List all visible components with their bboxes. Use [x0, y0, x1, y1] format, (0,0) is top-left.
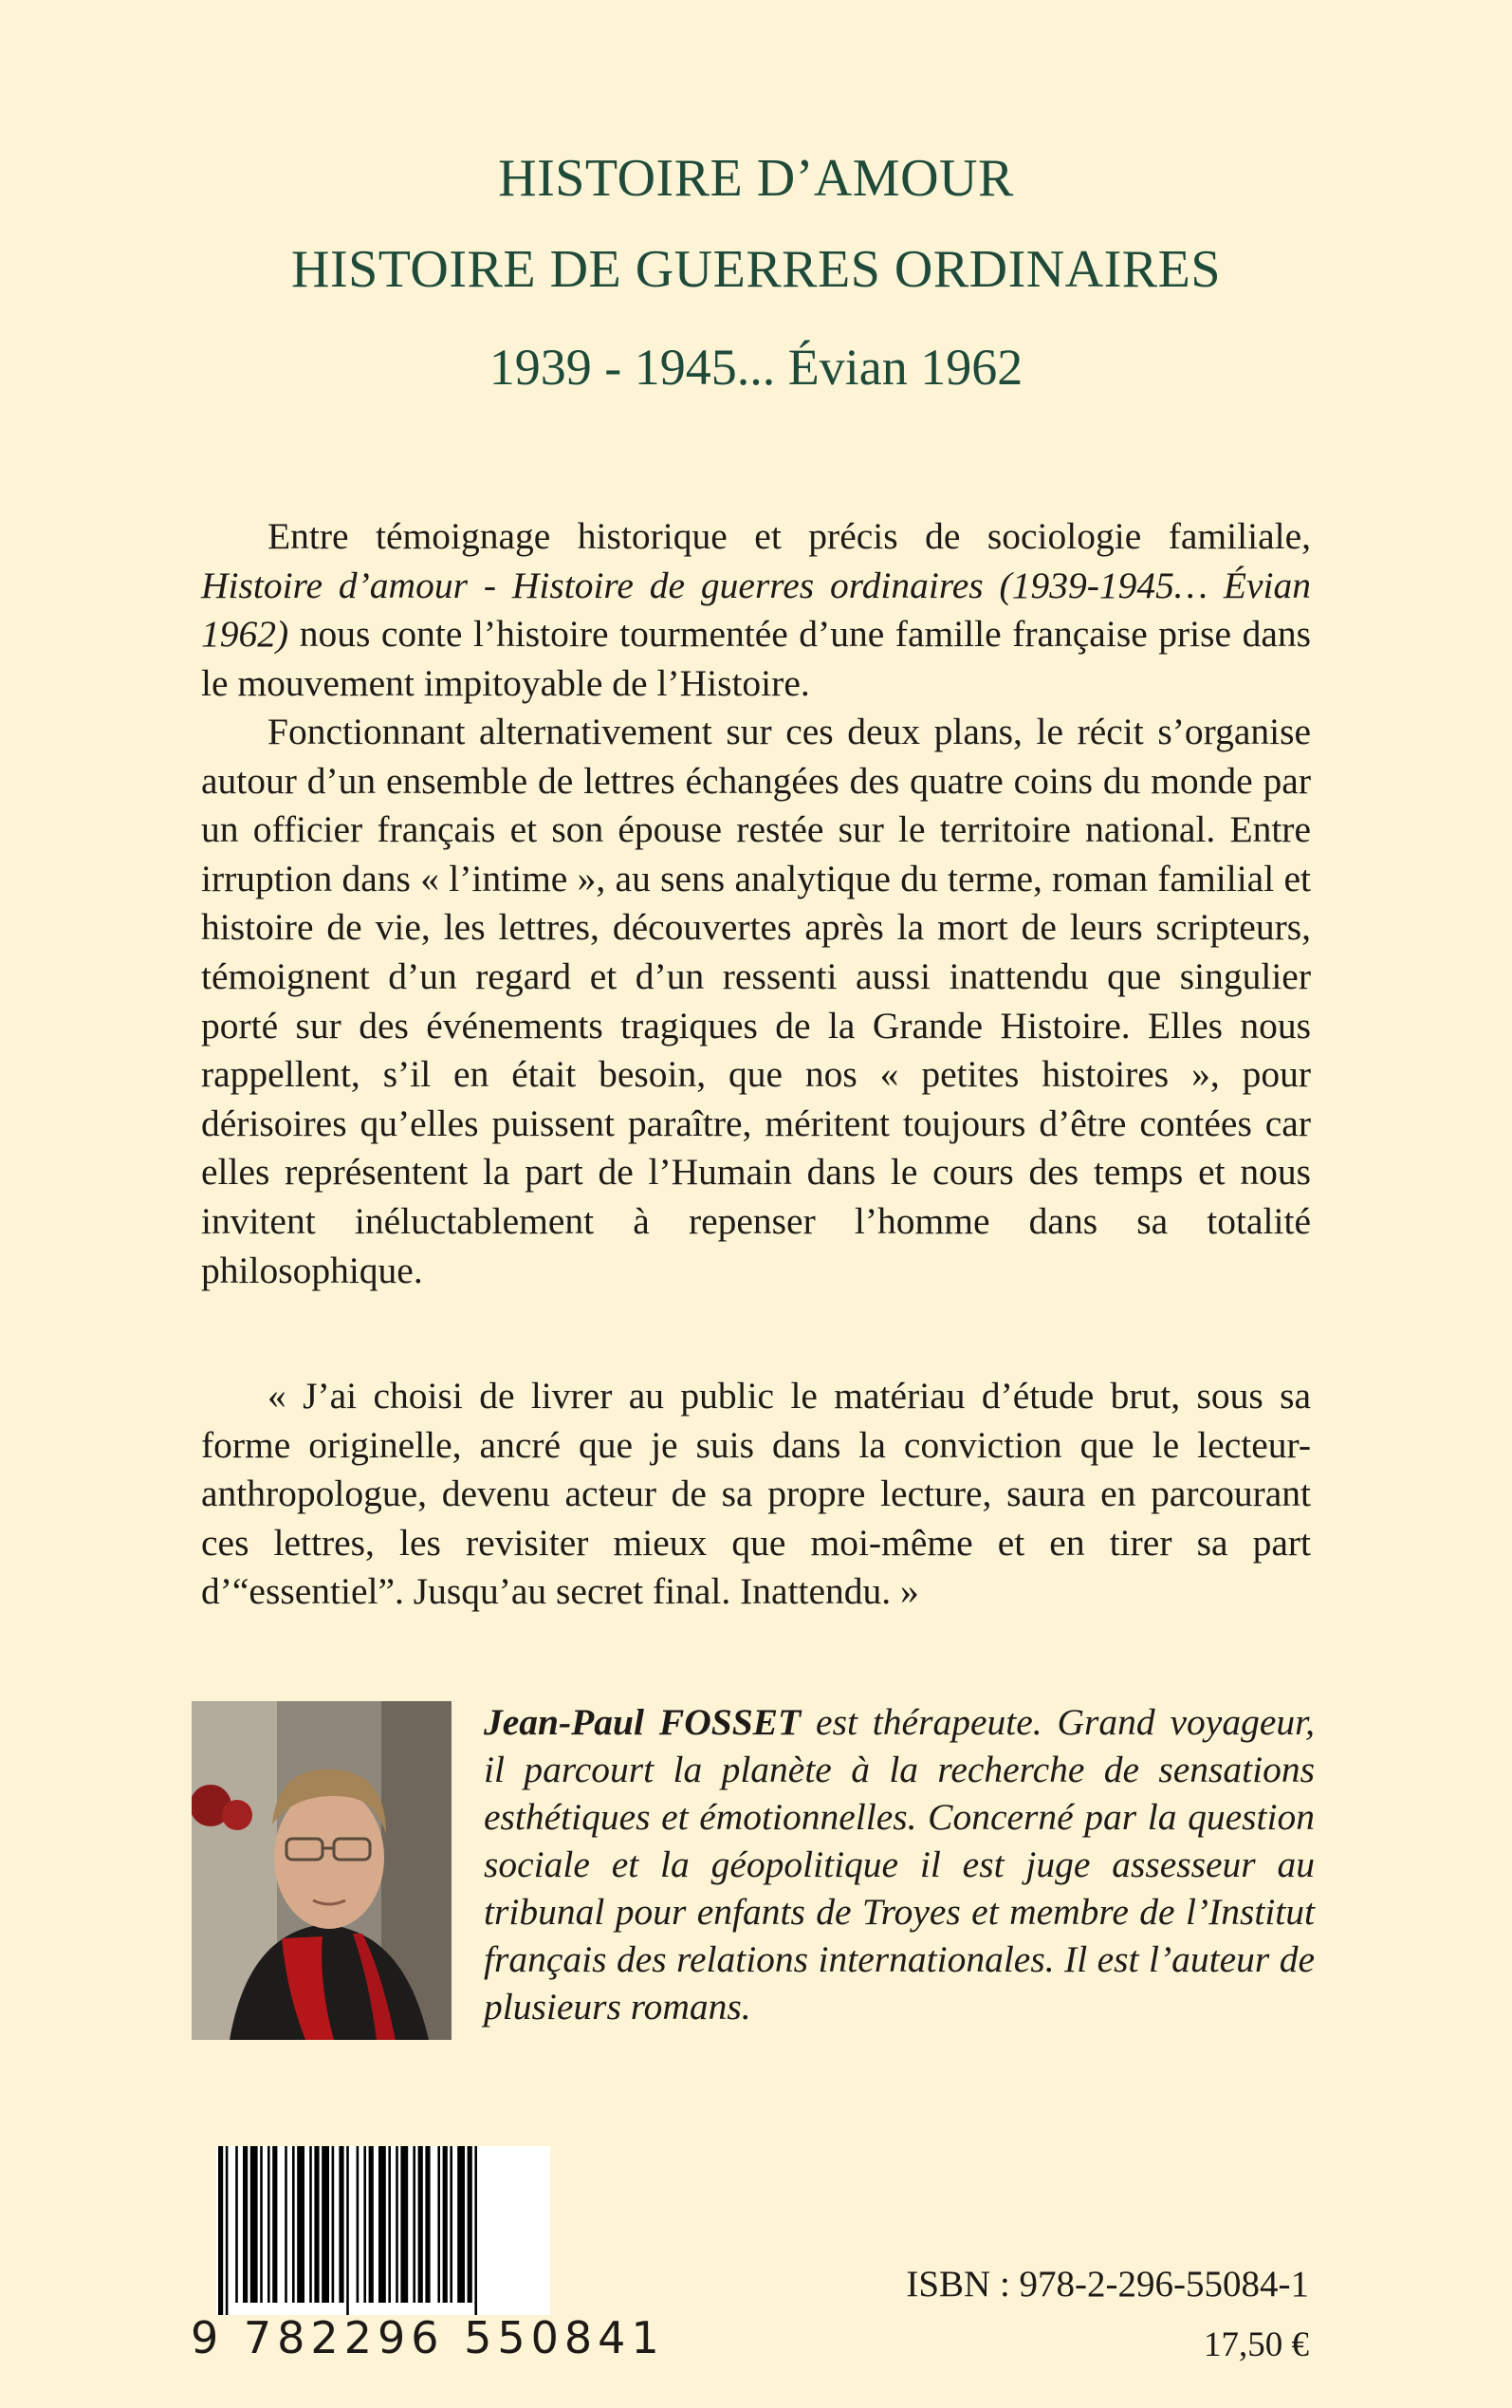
barcode-bar — [369, 2146, 374, 2303]
price: 17,50 € — [1204, 2325, 1309, 2364]
barcode-bar — [235, 2146, 238, 2303]
barcode-bar — [357, 2146, 360, 2303]
barcode-bar — [218, 2146, 223, 2315]
barcode-bar — [339, 2146, 343, 2303]
blurb-rest: nous conte l’histoire tourmentée d’une famille française prise dans le mouvement impitoyable de l’Histoire. — [201, 613, 1311, 704]
barcode-bar — [314, 2146, 319, 2303]
barcode-bar — [243, 2146, 248, 2303]
barcode-bar — [425, 2146, 430, 2303]
barcode-bar — [226, 2146, 229, 2315]
barcode-bar — [260, 2146, 263, 2303]
barcode-bar — [443, 2146, 448, 2303]
barcode-bar — [297, 2146, 304, 2303]
barcode-bar — [418, 2146, 423, 2303]
author-portrait-image — [192, 1701, 452, 2040]
barcode-bar — [363, 2146, 366, 2303]
barcode-bar — [400, 2146, 408, 2303]
title-dates: 1939 - 1945... Évian 1962 — [489, 339, 1023, 396]
title-line-2: HISTOIRE DE GUERRES ORDINAIRES — [291, 240, 1221, 299]
barcode-bar — [267, 2146, 270, 2303]
book-title-block — [0, 133, 1512, 400]
barcode-bar — [450, 2146, 452, 2303]
barcode-bar — [285, 2146, 287, 2303]
title-line-1: HISTOIRE D’AMOUR — [498, 149, 1014, 208]
barcode-bar — [322, 2146, 329, 2303]
barcode-bars — [216, 2146, 550, 2315]
barcode-svg — [216, 2146, 550, 2315]
barcode-bar — [468, 2146, 472, 2303]
barcode-bar — [309, 2146, 312, 2303]
barcode-bar — [396, 2146, 398, 2303]
blurb-book-title: Histoire d’amour - Histoire de guerres ordinaires (1939-1945… Évian 1962) — [201, 564, 1311, 656]
author-quote: « J’ai choisi de livrer au public le matériau d’étude brut, sous sa forme originelle, ancré que je suis dans la conviction que le lecteur-anthropologue, devenu acteur de sa propre lecture, saura en parcourant ces lettres, les revisiter mieux que moi-même et en tirer sa part d’“essentiel”. Jusqu’au secret final. Inattendu. » — [201, 1375, 1311, 1613]
blurb-paragraph-2 — [201, 708, 1311, 1295]
barcode-digits: 9 782296 550841 — [191, 2312, 665, 2363]
barcode-bar — [292, 2146, 295, 2303]
barcode-bar — [388, 2146, 391, 2303]
barcode-bar — [346, 2146, 349, 2315]
isbn: ISBN : 978-2-296-55084-1 — [906, 2264, 1309, 2305]
blurb-paragraph-2-text: Fonctionnant alternativement sur ces deux plans, le récit s’organise autour d’un ensemble de lettres échangées des quatre coins du monde par un officier français et son épouse restée sur le territoire national. Entre irruption dans « l’intime », au sens analytique du terme, roman familial et histoire de vie, les lettres, découvertes après la mort de leurs scripteurs, témoignent d’un regard et d’un ressenti aussi inattendu que singulier porté sur des événements tragiques de la Grande Histoire. Elles nous rappellent, s’il en était besoin, que nos « petites histoires », pour dérisoires qu’elles puissent paraître, méritent toujours d’être contées car elles représentent la part de l’Humain dans le cours des temps et nous invitent inéluctablement à repenser l’homme dans sa totalité philosophique. — [201, 711, 1311, 1291]
blurb-lead: Entre témoignage historique et précis de sociologie familiale, — [267, 515, 1311, 557]
barcode-bar — [474, 2146, 477, 2315]
barcode-bar — [332, 2146, 335, 2303]
author-bio — [484, 1698, 1315, 2030]
barcode-bar — [272, 2146, 277, 2303]
blurb-paragraph-1 — [201, 512, 1311, 708]
author-name: Jean-Paul FOSSET — [484, 1701, 802, 1743]
barcode — [191, 2146, 665, 2363]
author-bio-text: est thérapeute. Grand voyageur, il parcourt la planète à la recherche de sensations esthétiques et émotionnelles. Concerné par la question sociale et la géopolitique il est juge assesseur au tribunal pour enfants de Troyes et membre de l’Institut français des relations internationales. Il est l’auteur de plusieurs romans. — [484, 1701, 1315, 2028]
barcode-bar — [413, 2146, 415, 2303]
barcode-bar — [437, 2146, 440, 2303]
barcode-bar — [250, 2146, 258, 2303]
author-photo — [192, 1701, 452, 2040]
barcode-bar — [378, 2146, 386, 2303]
barcode-bar — [457, 2146, 465, 2303]
